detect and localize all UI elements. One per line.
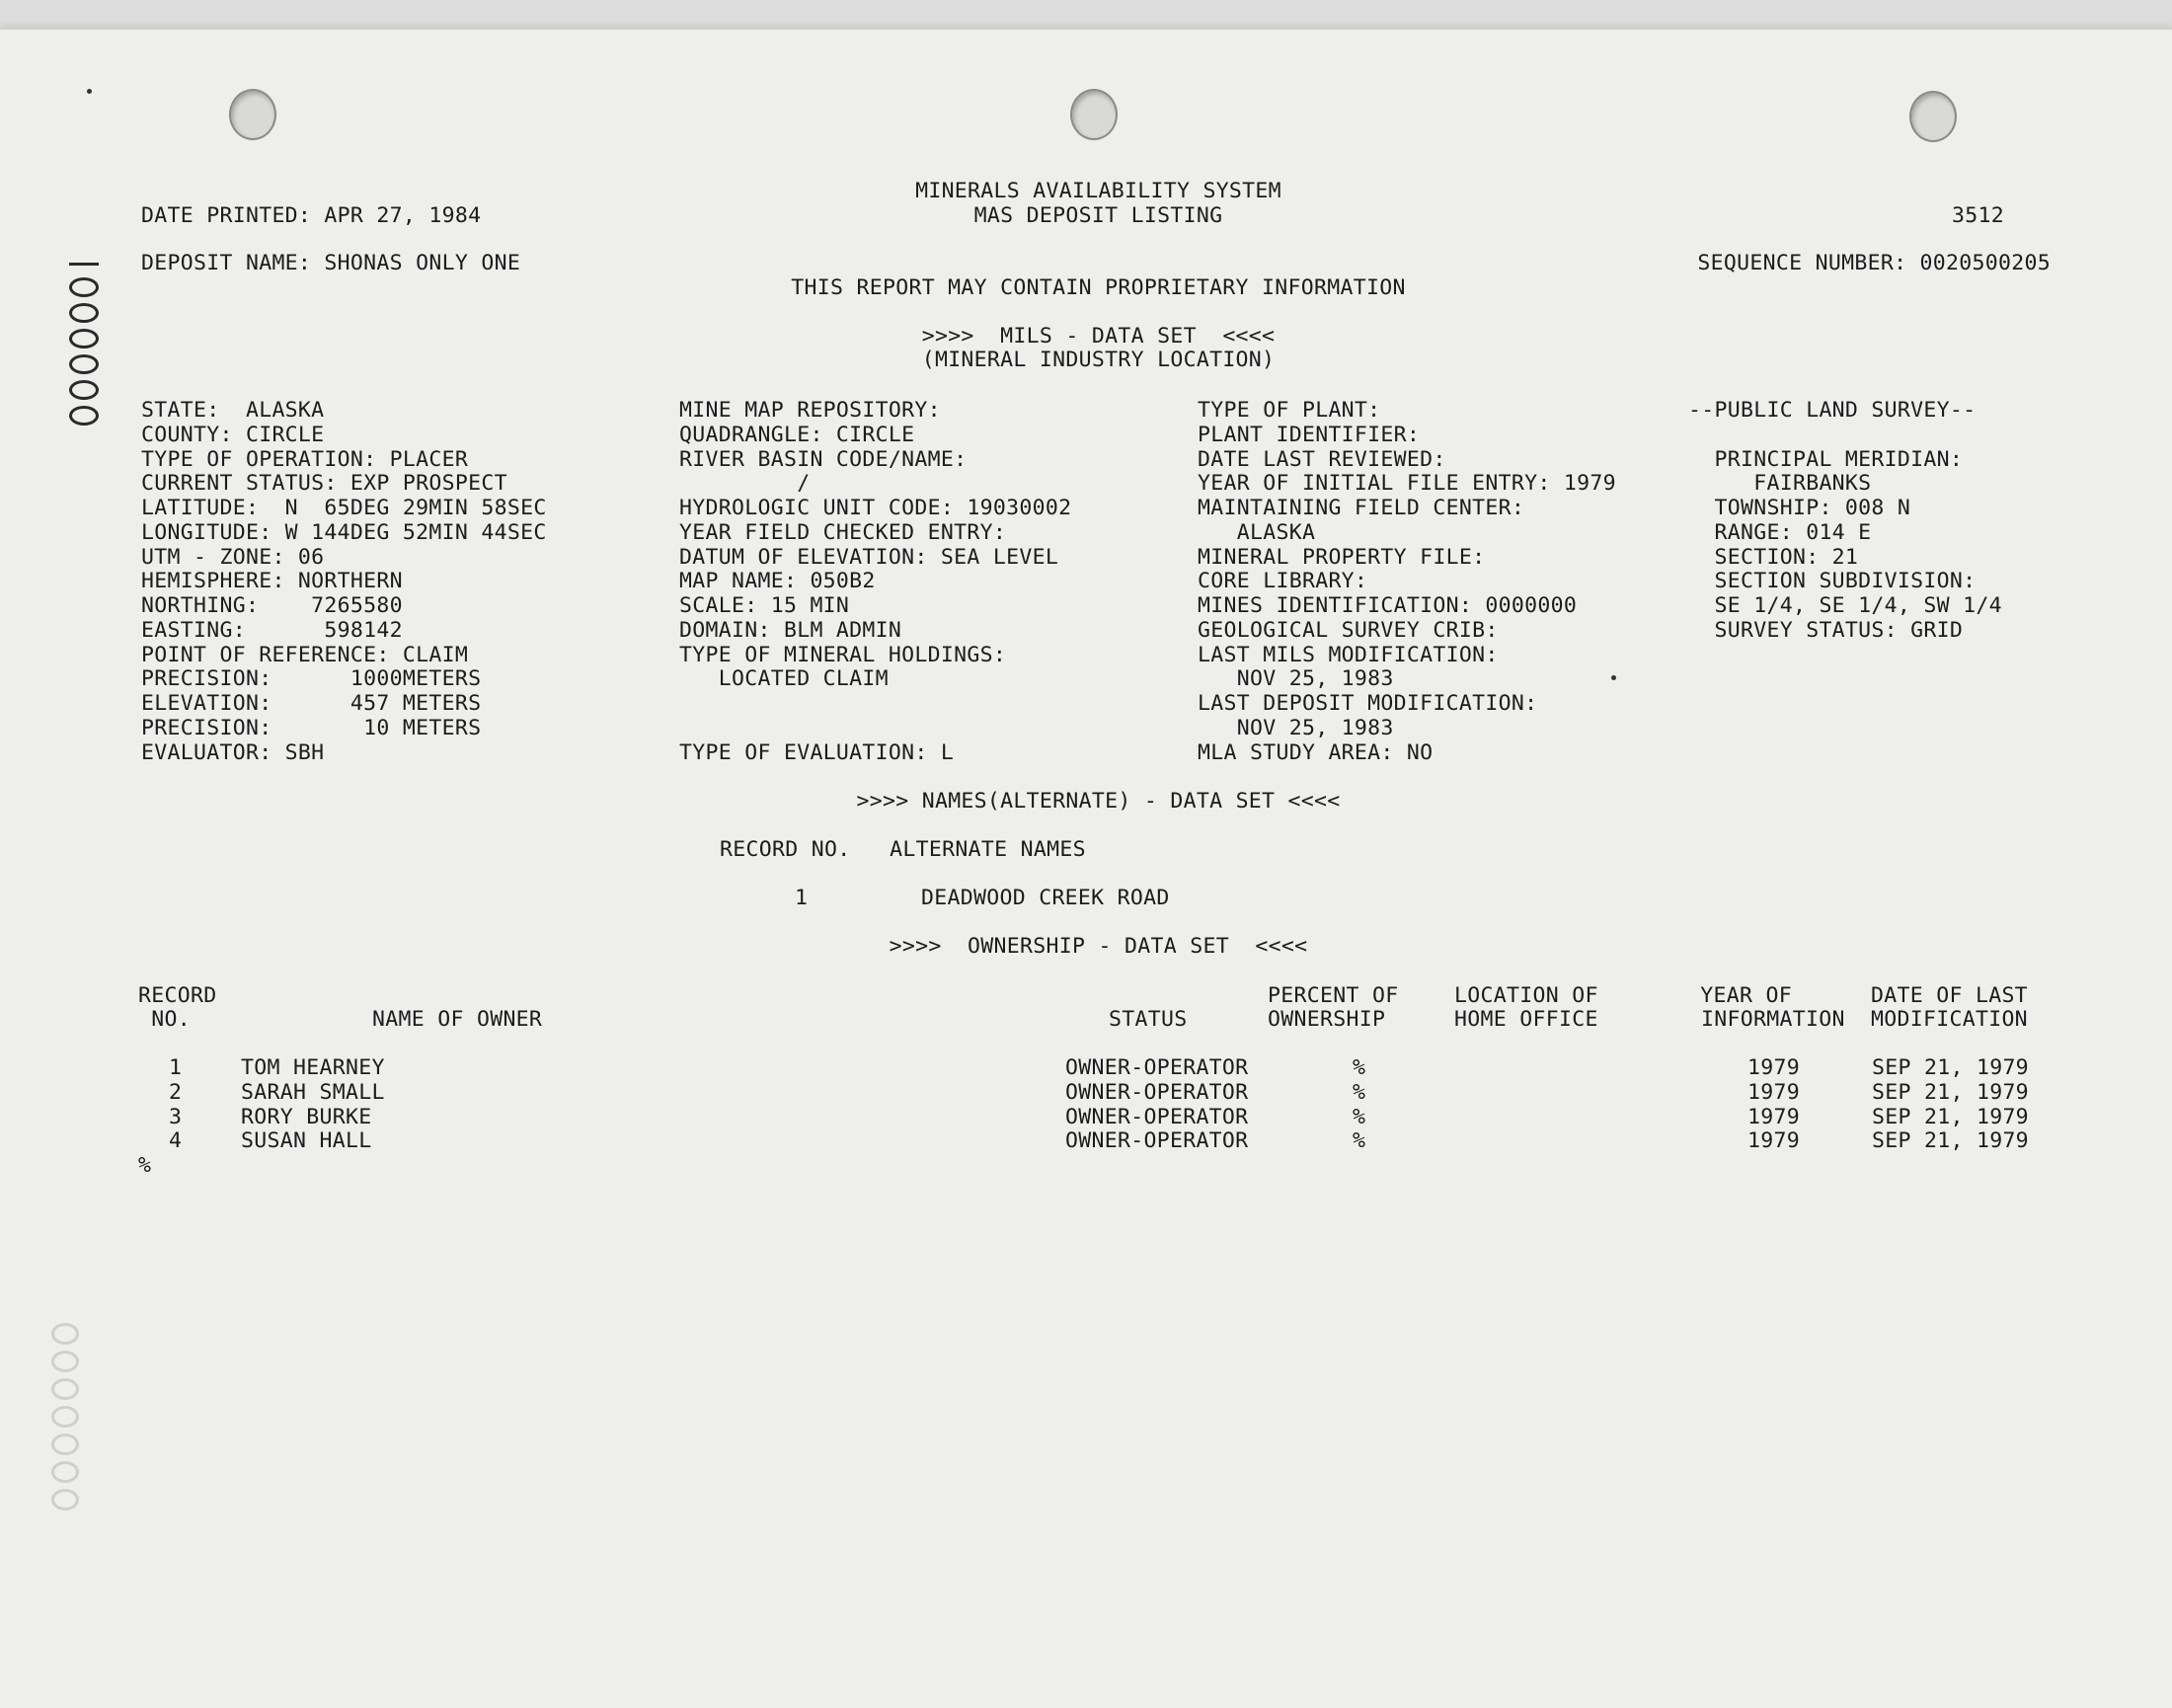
header-record: RECORD bbox=[138, 983, 217, 1008]
field-mineral-holdings-value: LOCATED CLAIM bbox=[679, 666, 889, 691]
field-hydrologic-unit-code: HYDROLOGIC UNIT CODE: 19030002 bbox=[679, 496, 1072, 520]
field-scale: SCALE: 15 MIN bbox=[679, 593, 850, 618]
owner-row-2-percent: % bbox=[1353, 1080, 1366, 1105]
header-name-of-owner: NAME OF OWNER bbox=[372, 1007, 543, 1032]
field-latitude: LATITUDE: N 65DEG 29MIN 58SEC bbox=[141, 496, 547, 520]
speck-1 bbox=[87, 89, 92, 94]
owner-row-1-year: 1979 bbox=[1747, 1055, 1800, 1080]
proprietary-notice: THIS REPORT MAY CONTAIN PROPRIETARY INFORMATION bbox=[791, 275, 1406, 300]
field-section-subdivision: SECTION SUBDIVISION: bbox=[1688, 569, 1977, 593]
names-section-title: >>>> NAMES(ALTERNATE) - DATA SET <<<< bbox=[856, 789, 1341, 814]
field-principal-meridian-value: FAIRBANKS bbox=[1688, 471, 1872, 496]
field-township: TOWNSHIP: 008 N bbox=[1688, 496, 1911, 520]
field-core-library: CORE LIBRARY: bbox=[1198, 569, 1368, 593]
owner-row-4-percent: % bbox=[1353, 1128, 1366, 1153]
sequence-number: SEQUENCE NUMBER: 0020500205 bbox=[1697, 251, 2051, 275]
owner-row-2-status: OWNER-OPERATOR bbox=[1065, 1080, 1249, 1105]
deposit-name: DEPOSIT NAME: SHONAS ONLY ONE bbox=[141, 251, 521, 275]
punch-hole-right bbox=[1909, 91, 1957, 142]
public-land-survey-title: --PUBLIC LAND SURVEY-- bbox=[1688, 398, 1977, 423]
owner-row-3-name: RORY BURKE bbox=[241, 1105, 372, 1129]
field-current-status: CURRENT STATUS: EXP PROSPECT bbox=[141, 471, 507, 496]
owner-row-3-year: 1979 bbox=[1747, 1105, 1800, 1129]
owner-row-2-date: SEP 21, 1979 bbox=[1872, 1080, 2029, 1105]
field-evaluator: EVALUATOR: SBH bbox=[141, 740, 325, 765]
field-river-basin-value: / bbox=[679, 471, 811, 496]
owner-row-3-no: 3 bbox=[169, 1105, 183, 1129]
field-map-name: MAP NAME: 050B2 bbox=[679, 569, 876, 593]
header-record-no: NO. bbox=[138, 1007, 191, 1032]
listing-title: MAS DEPOSIT LISTING bbox=[973, 203, 1223, 228]
owner-row-4-year: 1979 bbox=[1747, 1128, 1800, 1153]
field-plant-identifier: PLANT IDENTIFIER: bbox=[1198, 423, 1421, 447]
header-location: LOCATION OF bbox=[1454, 983, 1598, 1008]
field-year-initial-entry: YEAR OF INITIAL FILE ENTRY: 1979 bbox=[1198, 471, 1616, 496]
owner-row-1-name: TOM HEARNEY bbox=[241, 1055, 385, 1080]
owner-row-1-no: 1 bbox=[169, 1055, 183, 1080]
field-type-of-evaluation: TYPE OF EVALUATION: L bbox=[679, 740, 955, 765]
field-last-mils-modification: LAST MILS MODIFICATION: bbox=[1198, 643, 1499, 667]
field-survey-status: SURVEY STATUS: GRID bbox=[1688, 618, 1964, 643]
field-mineral-property-file: MINERAL PROPERTY FILE: bbox=[1198, 545, 1486, 570]
field-geological-survey-crib: GEOLOGICAL SURVEY CRIB: bbox=[1198, 618, 1499, 643]
field-state: STATE: ALASKA bbox=[141, 398, 325, 423]
field-river-basin: RIVER BASIN CODE/NAME: bbox=[679, 447, 968, 472]
field-elevation: ELEVATION: 457 METERS bbox=[141, 691, 482, 716]
field-mines-identification: MINES IDENTIFICATION: 0000000 bbox=[1198, 593, 1578, 618]
field-range: RANGE: 014 E bbox=[1688, 520, 1872, 545]
header-modification: MODIFICATION bbox=[1871, 1007, 2028, 1032]
field-type-of-operation: TYPE OF OPERATION: PLACER bbox=[141, 447, 469, 472]
field-precision-horizontal: PRECISION: 1000METERS bbox=[141, 666, 482, 691]
owner-row-4-status: OWNER-OPERATOR bbox=[1065, 1128, 1249, 1153]
header-year-of: YEAR OF bbox=[1700, 983, 1792, 1008]
mils-subtitle: (MINERAL INDUSTRY LOCATION) bbox=[921, 348, 1276, 372]
header-status: STATUS bbox=[1109, 1007, 1188, 1032]
owner-row-2-no: 2 bbox=[169, 1080, 183, 1105]
field-section: SECTION: 21 bbox=[1688, 545, 1859, 570]
owner-row-3-status: OWNER-OPERATOR bbox=[1065, 1105, 1249, 1129]
owner-row-2-year: 1979 bbox=[1747, 1080, 1800, 1105]
owner-row-4-no: 4 bbox=[169, 1128, 183, 1153]
field-last-deposit-date: NOV 25, 1983 bbox=[1198, 716, 1394, 740]
field-section-subdivision-value: SE 1/4, SE 1/4, SW 1/4 bbox=[1688, 593, 2002, 618]
field-point-of-reference: POINT OF REFERENCE: CLAIM bbox=[141, 643, 469, 667]
mils-title: >>>> MILS - DATA SET <<<< bbox=[921, 324, 1276, 349]
faded-stamp-marks bbox=[51, 1323, 91, 1530]
owner-row-1-status: OWNER-OPERATOR bbox=[1065, 1055, 1249, 1080]
owner-row-2-name: SARAH SMALL bbox=[241, 1080, 385, 1105]
field-hemisphere: HEMISPHERE: NORTHERN bbox=[141, 569, 403, 593]
system-title: MINERALS AVAILABILITY SYSTEM bbox=[915, 179, 1281, 203]
field-type-of-plant: TYPE OF PLANT: bbox=[1198, 398, 1381, 423]
field-maintaining-field-center: MAINTAINING FIELD CENTER: bbox=[1198, 496, 1525, 520]
punch-hole-center bbox=[1070, 89, 1118, 140]
punch-hole-left bbox=[229, 89, 276, 140]
footer-mark: % bbox=[138, 1153, 152, 1178]
field-year-field-checked: YEAR FIELD CHECKED ENTRY: bbox=[679, 520, 1007, 545]
owner-row-4-date: SEP 21, 1979 bbox=[1872, 1128, 2029, 1153]
owner-row-3-date: SEP 21, 1979 bbox=[1872, 1105, 2029, 1129]
field-date-last-reviewed: DATE LAST REVIEWED: bbox=[1198, 447, 1446, 472]
header-ownership: OWNERSHIP bbox=[1268, 1007, 1386, 1032]
field-last-mils-date: NOV 25, 1983 bbox=[1198, 666, 1394, 691]
field-type-of-mineral-holdings: TYPE OF MINERAL HOLDINGS: bbox=[679, 643, 1007, 667]
field-easting: EASTING: 598142 bbox=[141, 618, 403, 643]
ownership-section-title: >>>> OWNERSHIP - DATA SET <<<< bbox=[889, 934, 1308, 959]
header-home-office: HOME OFFICE bbox=[1454, 1007, 1598, 1032]
date-printed: DATE PRINTED: APR 27, 1984 bbox=[141, 203, 482, 228]
field-quadrangle: QUADRANGLE: CIRCLE bbox=[679, 423, 915, 447]
owner-row-3-percent: % bbox=[1353, 1105, 1366, 1129]
field-datum-of-elevation: DATUM OF ELEVATION: SEA LEVEL bbox=[679, 545, 1059, 570]
page-number: 3512 bbox=[1952, 203, 2004, 228]
speck-2 bbox=[1611, 675, 1616, 680]
field-northing: NORTHING: 7265580 bbox=[141, 593, 403, 618]
owner-row-1-percent: % bbox=[1353, 1055, 1366, 1080]
owner-row-4-name: SUSAN HALL bbox=[241, 1128, 372, 1153]
header-percent: PERCENT OF bbox=[1268, 983, 1399, 1008]
side-stamp-marks bbox=[69, 257, 99, 426]
field-principal-meridian: PRINCIPAL MERIDIAN: bbox=[1688, 447, 1964, 472]
field-utm-zone: UTM - ZONE: 06 bbox=[141, 545, 325, 570]
field-precision-vertical: PRECISION: 10 METERS bbox=[141, 716, 482, 740]
header-date-of-last: DATE OF LAST bbox=[1871, 983, 2028, 1008]
document-page bbox=[0, 28, 2172, 1708]
field-county: COUNTY: CIRCLE bbox=[141, 423, 325, 447]
names-row-no: 1 bbox=[795, 886, 809, 910]
header-information: INFORMATION bbox=[1701, 1007, 1845, 1032]
field-domain: DOMAIN: BLM ADMIN bbox=[679, 618, 902, 643]
field-mine-map-repository: MINE MAP REPOSITORY: bbox=[679, 398, 941, 423]
field-longitude: LONGITUDE: W 144DEG 52MIN 44SEC bbox=[141, 520, 547, 545]
field-last-deposit-modification: LAST DEPOSIT MODIFICATION: bbox=[1198, 691, 1538, 716]
field-mla-study-area: MLA STUDY AREA: NO bbox=[1198, 740, 1434, 765]
field-field-center-value: ALASKA bbox=[1198, 520, 1316, 545]
names-row-name: DEADWOOD CREEK ROAD bbox=[921, 886, 1170, 910]
names-header: RECORD NO. ALTERNATE NAMES bbox=[720, 837, 1086, 862]
owner-row-1-date: SEP 21, 1979 bbox=[1872, 1055, 2029, 1080]
